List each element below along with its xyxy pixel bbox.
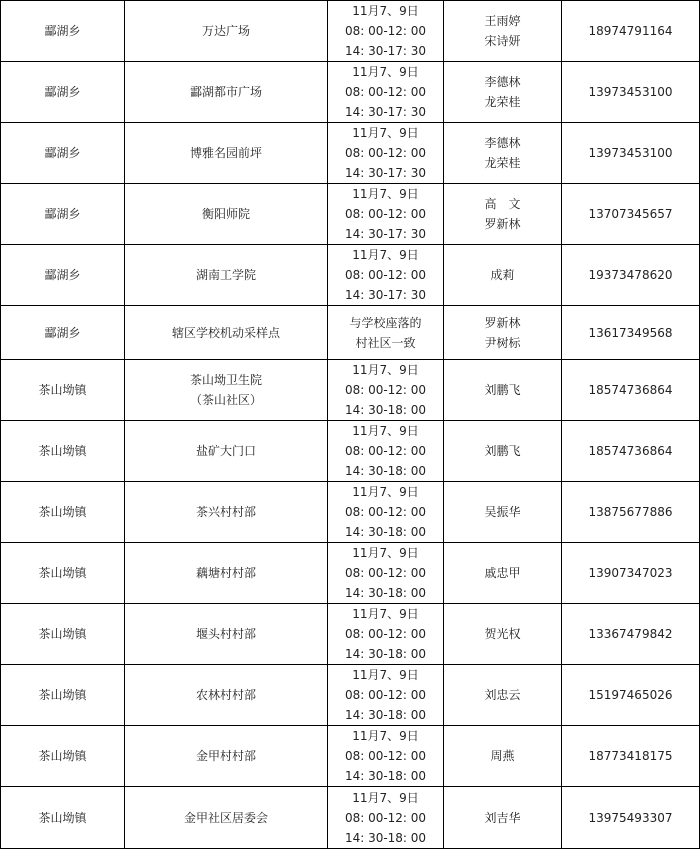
time-cell-line: 11月7、9日 xyxy=(352,485,419,499)
time-cell-line: 08: 00-12: 00 xyxy=(344,146,427,160)
contact-person-cell-line: 吴振华 xyxy=(484,505,521,519)
time-cell-line: 08: 00-12: 00 xyxy=(344,383,427,397)
town-cell: 酃湖乡 xyxy=(1,306,125,360)
contact-person-cell-line: 刘忠云 xyxy=(484,688,521,702)
site-cell xyxy=(125,787,328,849)
contact-person-cell-line: 宋诗妍 xyxy=(484,34,521,48)
town-cell: 酃湖乡 xyxy=(1,1,125,62)
site-cell-line: 万达广场 xyxy=(201,24,250,38)
time-cell-line: 11月7、9日 xyxy=(352,248,419,262)
table-row xyxy=(1,184,700,245)
site-cell xyxy=(125,665,328,726)
phone-cell: 18974791164 xyxy=(562,1,700,62)
time-cell-line: 14: 30-17: 30 xyxy=(344,288,427,302)
phone-cell: 13875677886 xyxy=(562,482,700,543)
contact-person-cell-line: 贺光权 xyxy=(484,627,521,641)
site-cell xyxy=(125,1,328,62)
time-cell xyxy=(328,360,444,421)
site-cell xyxy=(125,306,328,360)
table-row xyxy=(1,665,700,726)
contact-person-cell-line: 王雨婷 xyxy=(484,14,521,28)
town-cell: 茶山坳镇 xyxy=(1,726,125,787)
time-cell-line: 11月7、9日 xyxy=(352,424,419,438)
site-cell-line: （茶山社区） xyxy=(189,393,262,407)
time-cell-line: 14: 30-17: 30 xyxy=(344,166,427,180)
time-cell xyxy=(328,665,444,726)
time-cell-line: 11月7、9日 xyxy=(352,607,419,621)
contact-person-cell-line: 刘鹏飞 xyxy=(484,444,521,458)
table-row xyxy=(1,787,700,849)
contact-person-cell-line: 成莉 xyxy=(490,268,515,282)
contact-person-cell-line: 刘鹏飞 xyxy=(484,383,521,397)
time-cell xyxy=(328,1,444,62)
site-cell xyxy=(125,421,328,482)
time-cell xyxy=(328,245,444,306)
site-cell xyxy=(125,62,328,123)
time-cell xyxy=(328,543,444,604)
table-row xyxy=(1,482,700,543)
table-row xyxy=(1,245,700,306)
table-row xyxy=(1,123,700,184)
time-cell-line: 14: 30-17: 30 xyxy=(344,105,427,119)
contact-person-cell xyxy=(444,245,562,306)
contact-person-cell xyxy=(444,421,562,482)
site-cell xyxy=(125,184,328,245)
time-cell-line: 08: 00-12: 00 xyxy=(344,24,427,38)
town-cell: 茶山坳镇 xyxy=(1,360,125,421)
table-row xyxy=(1,604,700,665)
time-cell-line: 08: 00-12: 00 xyxy=(344,444,427,458)
time-cell xyxy=(328,184,444,245)
time-cell-line: 14: 30-18: 00 xyxy=(344,769,427,783)
time-cell-line: 11月7、9日 xyxy=(352,65,419,79)
time-cell xyxy=(328,123,444,184)
table-row xyxy=(1,1,700,62)
phone-cell: 13973453100 xyxy=(562,62,700,123)
time-cell xyxy=(328,306,444,360)
phone-cell: 13907347023 xyxy=(562,543,700,604)
time-cell-line: 14: 30-18: 00 xyxy=(344,403,427,417)
contact-person-cell xyxy=(444,543,562,604)
table-row xyxy=(1,543,700,604)
time-cell-line: 14: 30-17: 30 xyxy=(344,227,427,241)
time-cell-line: 11月7、9日 xyxy=(352,668,419,682)
contact-person-cell xyxy=(444,62,562,123)
town-cell: 酃湖乡 xyxy=(1,62,125,123)
town-cell: 酃湖乡 xyxy=(1,123,125,184)
site-cell-line: 藕塘村村部 xyxy=(195,566,256,580)
site-cell-line: 酃湖都市广场 xyxy=(189,85,262,99)
time-cell-line: 11月7、9日 xyxy=(352,729,419,743)
time-cell-line: 08: 00-12: 00 xyxy=(344,505,427,519)
site-cell-line: 湖南工学院 xyxy=(195,268,256,282)
time-cell-line: 14: 30-18: 00 xyxy=(344,464,427,478)
phone-cell: 13975493307 xyxy=(562,787,700,849)
town-cell: 酃湖乡 xyxy=(1,184,125,245)
contact-person-cell xyxy=(444,123,562,184)
contact-person-cell xyxy=(444,665,562,726)
contact-person-cell-line: 高 文 xyxy=(484,197,521,211)
contact-person-cell-line: 罗新林 xyxy=(484,217,521,231)
contact-person-cell xyxy=(444,787,562,849)
time-cell xyxy=(328,62,444,123)
time-cell-line: 11月7、9日 xyxy=(352,187,419,201)
contact-person-cell-line: 尹树标 xyxy=(484,335,521,350)
phone-cell: 15197465026 xyxy=(562,665,700,726)
site-cell-line: 茶兴村村部 xyxy=(195,505,256,519)
site-cell xyxy=(125,245,328,306)
phone-cell: 13367479842 xyxy=(562,604,700,665)
site-cell xyxy=(125,360,328,421)
time-cell-line: 08: 00-12: 00 xyxy=(344,688,427,702)
time-cell-line: 08: 00-12: 00 xyxy=(344,749,427,763)
time-cell xyxy=(328,787,444,849)
phone-cell: 19373478620 xyxy=(562,245,700,306)
site-cell xyxy=(125,482,328,543)
time-cell-line: 11月7、9日 xyxy=(352,790,419,805)
time-cell xyxy=(328,604,444,665)
time-cell-line: 14: 30-17: 30 xyxy=(344,44,427,58)
time-cell-line: 08: 00-12: 00 xyxy=(344,85,427,99)
site-cell-line: 堰头村村部 xyxy=(195,627,256,641)
contact-person-cell-line: 刘吉华 xyxy=(484,810,521,825)
contact-person-cell-line: 戚忠甲 xyxy=(484,566,521,580)
table-row xyxy=(1,62,700,123)
site-cell-line: 茶山坳卫生院 xyxy=(189,373,262,387)
time-cell-line: 08: 00-12: 00 xyxy=(344,566,427,580)
time-cell-line: 08: 00-12: 00 xyxy=(344,810,427,825)
time-cell xyxy=(328,482,444,543)
contact-person-cell-line: 龙荣桂 xyxy=(484,156,521,170)
contact-person-cell xyxy=(444,1,562,62)
contact-person-cell xyxy=(444,726,562,787)
town-cell: 茶山坳镇 xyxy=(1,787,125,849)
table-row xyxy=(1,421,700,482)
site-cell-line: 辖区学校机动采样点 xyxy=(171,325,280,340)
site-cell-line: 衡阳师院 xyxy=(201,207,250,221)
time-cell-line: 08: 00-12: 00 xyxy=(344,627,427,641)
town-cell: 茶山坳镇 xyxy=(1,604,125,665)
phone-cell: 18574736864 xyxy=(562,421,700,482)
time-cell xyxy=(328,726,444,787)
phone-cell: 18773418175 xyxy=(562,726,700,787)
table-row xyxy=(1,726,700,787)
phone-cell: 18574736864 xyxy=(562,360,700,421)
contact-person-cell xyxy=(444,184,562,245)
contact-person-cell xyxy=(444,482,562,543)
contact-person-cell-line: 李德林 xyxy=(484,136,521,150)
phone-cell: 13707345657 xyxy=(562,184,700,245)
time-cell-line: 11月7、9日 xyxy=(352,363,419,377)
contact-person-cell xyxy=(444,604,562,665)
site-cell-line: 盐矿大门口 xyxy=(195,444,256,458)
site-cell xyxy=(125,726,328,787)
contact-person-cell xyxy=(444,360,562,421)
site-cell-line: 博雅名园前坪 xyxy=(189,146,262,160)
time-cell-line: 11月7、9日 xyxy=(352,546,419,560)
contact-person-cell xyxy=(444,306,562,360)
time-cell-line: 14: 30-18: 00 xyxy=(344,708,427,722)
table-row xyxy=(1,306,700,360)
site-cell-line: 农林村村部 xyxy=(195,688,256,702)
phone-cell: 13973453100 xyxy=(562,123,700,184)
site-cell-line: 金甲社区居委会 xyxy=(183,810,268,825)
contact-person-cell-line: 李德林 xyxy=(484,75,521,89)
time-cell-line: 14: 30-18: 00 xyxy=(344,586,427,600)
site-cell-line: 金甲村村部 xyxy=(195,749,256,763)
time-cell xyxy=(328,421,444,482)
town-cell: 茶山坳镇 xyxy=(1,665,125,726)
phone-cell: 13617349568 xyxy=(562,306,700,360)
town-cell: 茶山坳镇 xyxy=(1,482,125,543)
town-cell: 酃湖乡 xyxy=(1,245,125,306)
contact-person-cell-line: 龙荣桂 xyxy=(484,95,521,109)
time-cell-line: 14: 30-18: 00 xyxy=(344,830,427,845)
schedule-table-body xyxy=(1,1,700,849)
town-cell: 茶山坳镇 xyxy=(1,421,125,482)
table-row xyxy=(1,360,700,421)
time-cell-line: 08: 00-12: 00 xyxy=(344,207,427,221)
time-cell-line: 与学校座落的 xyxy=(349,315,422,330)
contact-person-cell-line: 周燕 xyxy=(490,749,515,763)
site-cell xyxy=(125,543,328,604)
contact-person-cell-line: 罗新林 xyxy=(484,315,521,330)
town-cell: 茶山坳镇 xyxy=(1,543,125,604)
time-cell-line: 08: 00-12: 00 xyxy=(344,268,427,282)
time-cell-line: 14: 30-18: 00 xyxy=(344,525,427,539)
time-cell-line: 14: 30-18: 00 xyxy=(344,647,427,661)
time-cell-line: 村社区一致 xyxy=(355,335,416,350)
site-cell xyxy=(125,123,328,184)
time-cell-line: 11月7、9日 xyxy=(352,4,419,18)
time-cell-line: 11月7、9日 xyxy=(352,126,419,140)
site-cell xyxy=(125,604,328,665)
